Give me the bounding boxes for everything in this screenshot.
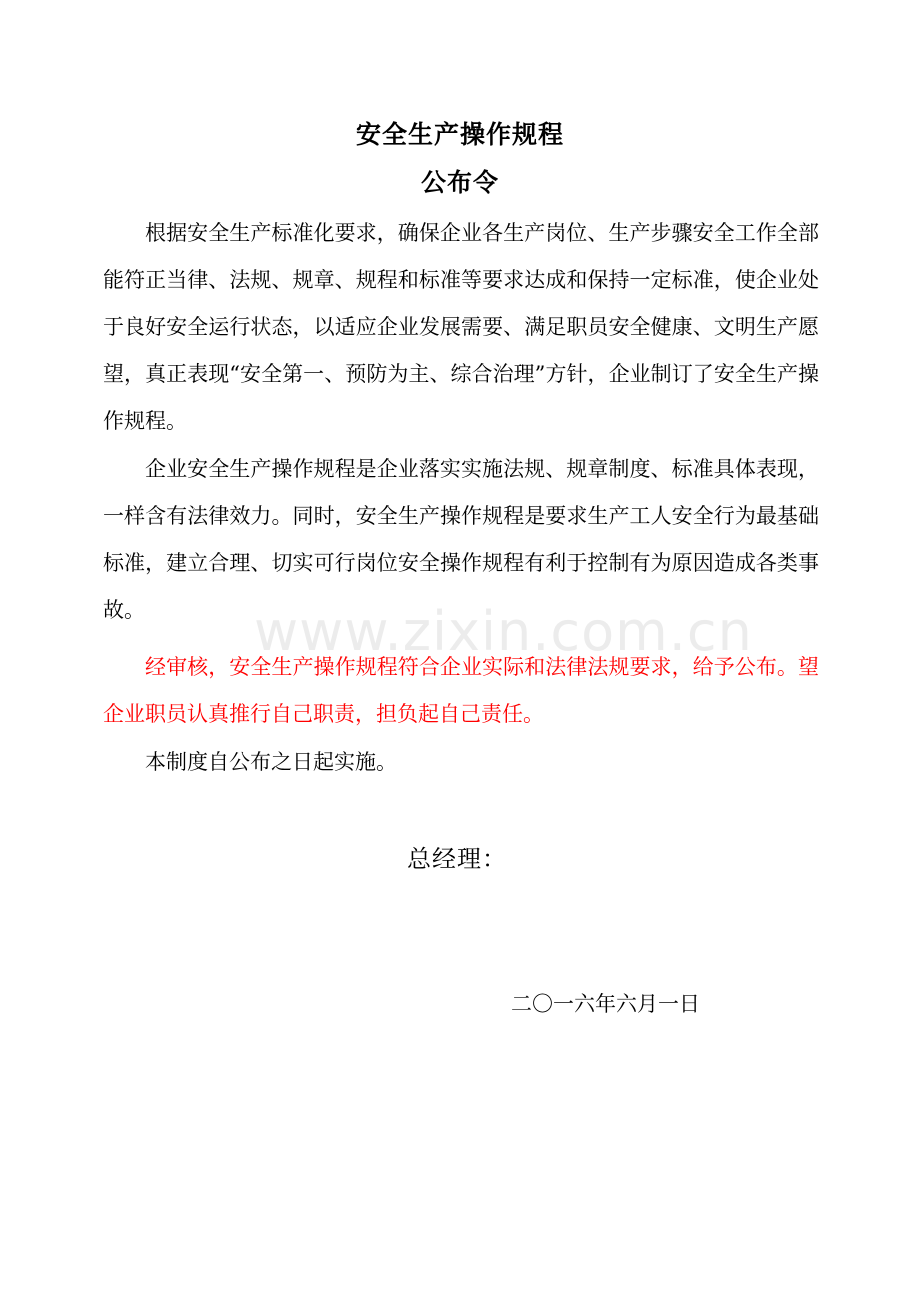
paragraph-purpose: 根据安全生产标准化要求，确保企业各生产岗位、生产步骤安全工作全部能符正当律、法规、规章、规程和标准等要求达成和保持一定标准，使企业处于良好安全运行状态，以适应企业发展需要、满足职员安全健康、文明生产愿望，真正表现“安全第一、预防为主、综合治理”方针，企业制订了安全生产操作规程。 — [103, 221, 819, 433]
paragraph-significance: 企业安全生产操作规程是企业落实实施法规、规章制度、标准具体表现，一样含有法律效力。同时，安全生产操作规程是要求生产工人安全行为最基础标准，建立合理、切实可行岗位安全操作规程有利于控制有为原因造成各类事故。 — [103, 457, 819, 622]
document-title: 安全生产操作规程 — [355, 120, 564, 149]
watermark: www.zixin.com.cn — [254, 600, 753, 663]
paragraph-approval: 经审核，安全生产操作规程符合企业实际和法律法规要求，给予公布。望企业职员认真推行自己职责，担负起自己责任。 — [103, 655, 819, 726]
document-subtitle: 公布令 — [420, 168, 499, 197]
document-date: 二〇一六年六月一日 — [511, 992, 700, 1016]
paragraph-effective: 本制度自公布之日起实施。 — [145, 750, 397, 774]
signature-line: 总经理： — [407, 845, 507, 873]
